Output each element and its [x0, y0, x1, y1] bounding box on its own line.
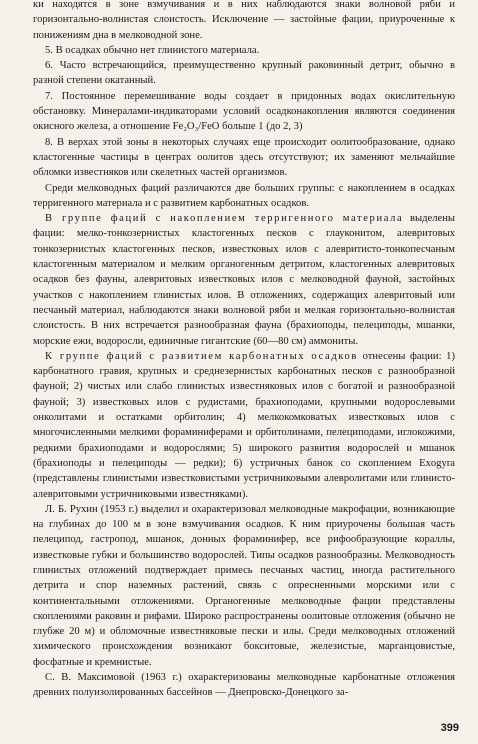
paragraph-0: ки находятся в зоне взмучивания и в них наблюдаются знаки волновой ряби и горизонтально-волнистая слоистость. Исключение — застойные фации, приуроченные к понижениям дна в мелководной зоне. — [33, 0, 455, 41]
paragraph-8: Л. Б. Рухин (1953 г.) выделил и охарактеризовал мелководные макрофации, возникающие на глубинах до 100 м в зоне взмучивания осадков. К ним приурочены большая часть пелеципод, гастропод, мшанок, донных фораминифер, все рифообразующие кораллы, известковые губки и большинство водорослей. Типы осадков разнообразны. Мелководность глинистых отложений подтверждает примесь песчаных частиц, иногда растительного детрита и спор наземных растений, связь с опресненными морскими или с континентальными отложениями. Органогенные мелководные фации представлены скоплениями раковин и рифами. Широко распространены оолитовые отложения (обычно не глубже 20 м) и обломочные известняковые пески и илы. Среди мелководных отложений химического происхождения возникают бокситовые, железистые, марганцовистые, фосфатные и кремнистые. — [33, 503, 455, 668]
paragraph-5: Среди мелководных фаций различаются две больших группы: с накоплением в осадках терригенного материала и с развитием карбонатных осадков. — [33, 182, 455, 209]
page-number: 399 — [440, 721, 459, 734]
paragraph-4: 8. В верхах этой зоны в некоторых случаях еще происходит оолитообразование, однако кластогенные частицы в центрах оолитов здесь отсутствуют; их заменяют мельчайшие обломки известняков или скелетных частей организмов. — [33, 136, 455, 179]
spaced-heading-carbonate: К группе фаций с развитием карбонатных осадков — [45, 350, 359, 362]
text-column — [33, 0, 455, 701]
paragraph-9: С. В. Максимовой (1963 г.) охарактеризованы мелководные карбонатные отложения древних полуизолированных бассейнов — Днепровско-Донецкого за- — [33, 672, 455, 699]
paragraph-1: 5. В осадках обычно нет глинистого материала. — [45, 44, 260, 56]
paragraph-6 — [33, 211, 455, 349]
paragraph-2: 6. Часто встречающийся, преимущественно крупный раковинный детрит, обычно в разной степени окатанный. — [33, 60, 455, 87]
paragraph-3: 7. Постоянное перемешивание воды создает в придонных водах окислительную обстановку. Минералами-индикаторами условий осадконакопления являются соединения окисного железа, а отношение Fe₂O₃/FeO больше 1 (до 2, 3) — [33, 90, 455, 133]
paragraph-6-body: выделены фации: мелко-тонкозернистых кластогенных песков с глауконитом, алевритовых тонкозернистых кластогенных песков, известковых илов с алевритисто-тонкопесчаным кластогенным материалом и мелким органогенным детритом, кластогенных алевритовых осадков без фауны, алевритовых известковых илов с мелководной фауной, застойных участков с накоплением глинистых илов. В отложениях, содержащих алевритовый или песчаный материал, наблюдаются знаки волновой ряби и мелкая горизонтально-волнистая слоистость. В них встречается разнообразная фауна (брахиоподы, пелециподы, мшанки, морские ежи, водоросли, единичные гигантские (60—80 см) аммониты. — [33, 213, 455, 347]
spaced-heading-terrigenous: В группе фаций с накоплением терригенного материала — [45, 213, 404, 225]
paragraph-7 — [33, 349, 455, 502]
paragraph-7-body: отнесены фации: 1) карбонатного гравия, крупных и среднезернистых карбонатных песков с разнообразной фауной; 2) чистых или слабо глинистых известняковых илов с богатой и разнообразной фауной; 3) известковых илов с рудистами, брахиоподами, крупными водорослевыми онколитами и остатками орбитолин; 4) мелкокомковатых известковых илов с многочисленными мелкими фораминиферами и орбитолинами, пелециподами, иглокожими, редкими брахиоподами и водорослями; 5) широкого развития водорослей и мшанок (брахиоподы и пелециподы — редки); 6) устричных банок со скоплением Exogyra (представлены глинистыми известковистыми устричниковыми алевролитами или глинисто-алевритовыми устричниковыми известняками). — [33, 350, 455, 500]
